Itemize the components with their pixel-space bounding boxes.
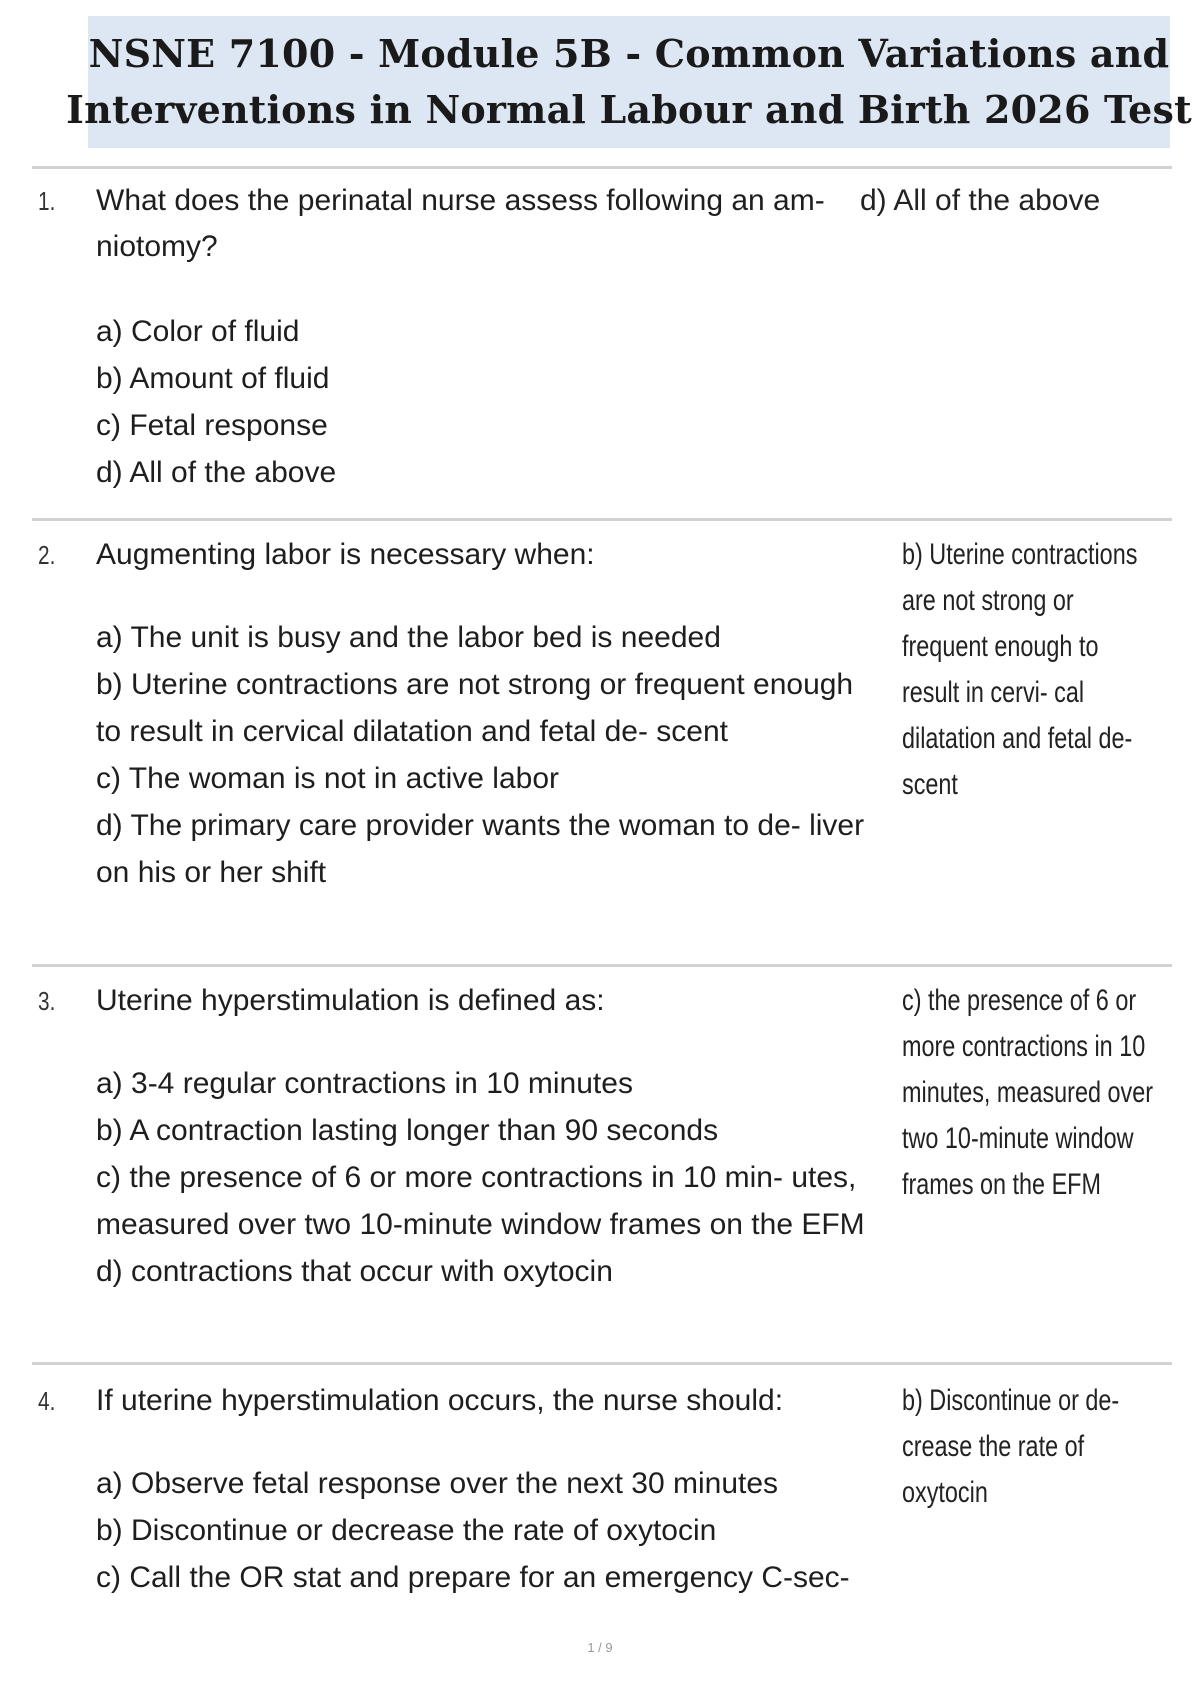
question-text: What does the perinatal nurse assess following an am- niotomy? (96, 184, 825, 263)
title-banner (66, 16, 1192, 148)
option-list (96, 308, 886, 496)
question-text: If uterine hyperstimulation occurs, the nurse should: (96, 1384, 784, 1417)
question-text: Uterine hyperstimulation is defined as: (96, 984, 605, 1017)
option-list (96, 1460, 886, 1601)
option-b: b) Amount of fluid (96, 362, 330, 395)
question-number: 2. (38, 540, 56, 570)
answer-text: c) the presence of 6 or more contractions in 10 minutes, measured over two 10-minute window frames on the EFM (902, 984, 1154, 1201)
question-text: Augmenting labor is necessary when: (96, 538, 595, 571)
option-c: c) Call the OR stat and prepare for an emergency C-sec- (96, 1561, 850, 1594)
answer-text: b) Discontinue or de- crease the rate of oxytocin (902, 1384, 1120, 1509)
option-a: a) Observe fetal response over the next 30 minutes (96, 1467, 779, 1500)
option-c: c) the presence of 6 or more contractions in 10 min- utes, measured over two 10-minute window frames on the EFM (96, 1161, 865, 1241)
option-a: a) 3-4 regular contractions in 10 minutes (96, 1067, 633, 1100)
option-b: b) Uterine contractions are not strong or frequent enough to result in cervical dilatation and fetal de- scent (96, 668, 854, 748)
option-c: c) The woman is not in active labor (96, 762, 559, 795)
option-b: b) Discontinue or decrease the rate of oxytocin (96, 1514, 717, 1547)
answer-text: b) Uterine contractions are not strong or frequent enough to result in cervi- cal dilatation and fetal de- scent (902, 538, 1138, 801)
page-title-line-2: Interventions in Normal Labour and Birth 2026 Test (66, 87, 1192, 132)
page-number: 1 / 9 (587, 1640, 613, 1655)
option-a: a) Color of fluid (96, 315, 300, 348)
option-d: d) The primary care provider wants the woman to de- liver on his or her shift (96, 809, 865, 889)
question-number: 3. (38, 986, 56, 1016)
option-c: c) Fetal response (96, 409, 328, 442)
option-d: d) All of the above (96, 456, 337, 489)
option-b: b) A contraction lasting longer than 90 seconds (96, 1114, 719, 1147)
divider (32, 166, 1172, 169)
answer-text: d) All of the above (860, 184, 1101, 217)
option-list (96, 614, 886, 896)
page-title-line-1: NSNE 7100 - Module 5B - Common Variations and (88, 31, 1170, 76)
question-number: 4. (38, 1386, 56, 1416)
option-d: d) contractions that occur with oxytocin (96, 1255, 613, 1288)
divider (32, 518, 1172, 521)
question-number: 1. (38, 186, 56, 216)
option-a: a) The unit is busy and the labor bed is needed (96, 621, 721, 654)
option-list (96, 1060, 886, 1295)
divider (32, 1362, 1172, 1365)
divider (32, 964, 1172, 967)
